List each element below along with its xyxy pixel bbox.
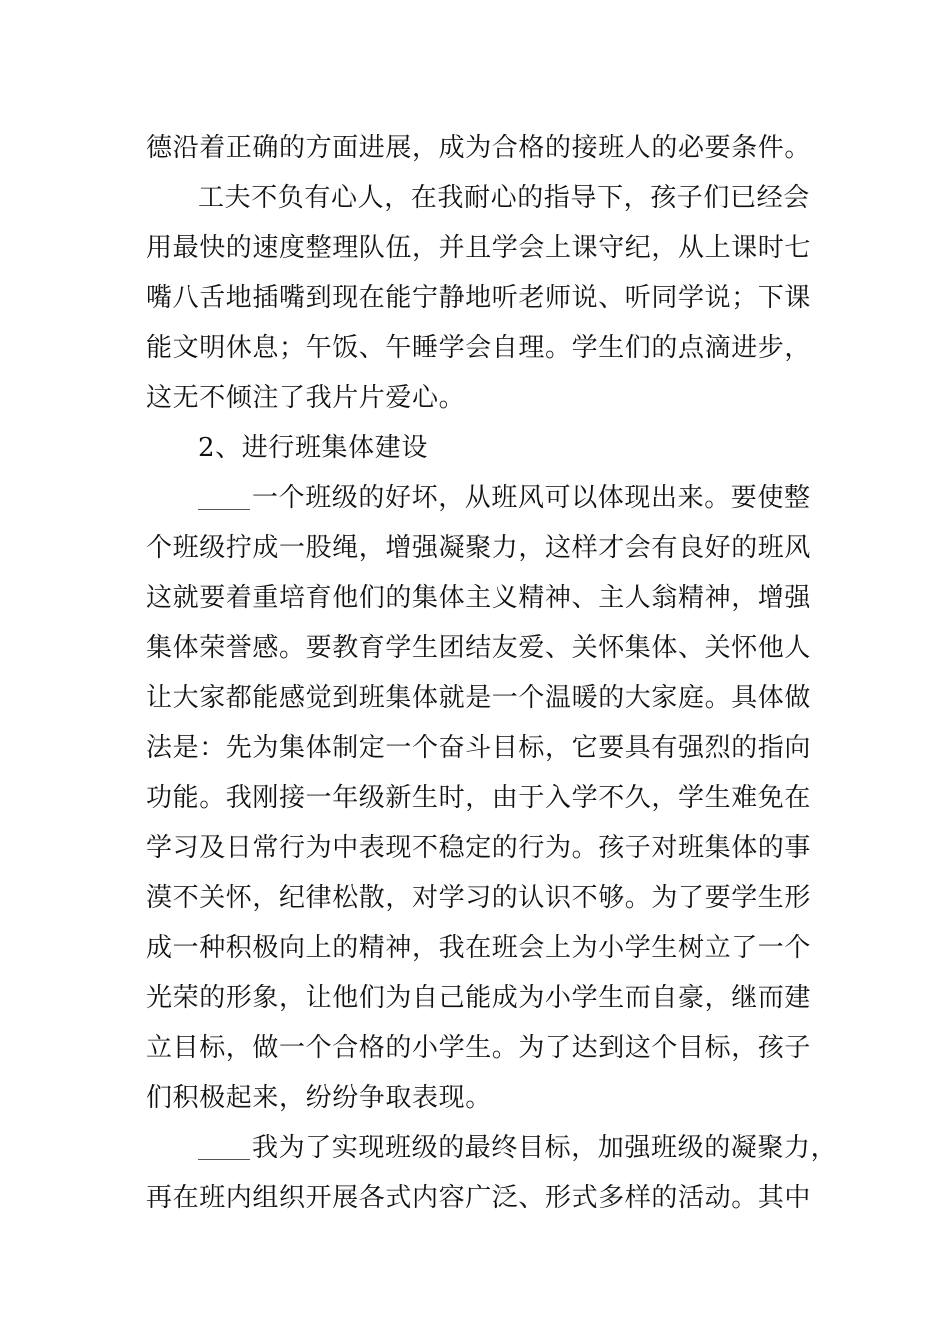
paragraph-first-line-text: 我为了实现班级的最终目标，加强班级的凝聚力， xyxy=(252,1133,838,1163)
text-line: 德沿着正确的方面进展，成为合格的接班人的必要条件。 xyxy=(146,133,812,163)
text-line: 这无不倾注了我片片爱心。 xyxy=(146,383,466,413)
text-line: 个班级拧成一股绳，增强凝聚力，这样才会有良好的班风 xyxy=(146,533,812,563)
text-line: 能文明休息；午饭、午睡学会自理。学生们的点滴进步， xyxy=(146,333,812,363)
text-line: 集体荣誉感。要教育学生团结友爱、关怀集体、关怀他人 xyxy=(146,633,812,663)
text-line: 让大家都能感觉到班集体就是一个温暖的大家庭。具体做 xyxy=(146,683,812,713)
text-line: 立目标，做一个合格的小学生。为了达到这个目标，孩子 xyxy=(146,1033,812,1063)
paragraph-first-line: 工夫不负有心人，在我耐心的指导下，孩子们已经会 xyxy=(198,183,810,213)
text-line: 法是：先为集体制定一个奋斗目标，它要具有强烈的指向 xyxy=(146,733,812,763)
text-line: 功能。我刚接一年级新生时，由于入学不久，学生难免在 xyxy=(146,783,812,813)
text-line: 光荣的形象，让他们为自己能成为小学生而自豪，继而建 xyxy=(146,983,812,1013)
text-line: 们积极起来，纷纷争取表现。 xyxy=(146,1083,492,1113)
text-line: 成一种积极向上的精神，我在班会上为小学生树立了一个 xyxy=(146,933,812,963)
text-line: 学习及日常行为中表现不稳定的行为。孩子对班集体的事 xyxy=(146,833,812,863)
text-line: 用最快的速度整理队伍，并且学会上课守纪，从上课时七 xyxy=(146,233,812,263)
paragraph-first-line xyxy=(198,1128,837,1168)
text-line: 嘴八舌地插嘴到现在能宁静地听老师说、听同学说；下课 xyxy=(146,283,812,313)
text-line: 漠不关怀，纪律松散，对学习的认识不够。为了要学生形 xyxy=(146,883,812,913)
section-heading: 2、进行班集体建设 xyxy=(198,433,428,463)
text-line: 这就要着重培育他们的集体主义精神、主人翁精神，增强 xyxy=(146,583,812,613)
paragraph-first-line xyxy=(198,478,811,518)
blank-underline xyxy=(198,483,250,510)
blank-underline xyxy=(198,1133,250,1160)
paragraph-first-line-text: 一个班级的好坏，从班风可以体现出来。要使整 xyxy=(252,483,811,513)
text-line: 再在班内组织开展各式内容广泛、形式多样的活动。其中 xyxy=(146,1183,812,1213)
